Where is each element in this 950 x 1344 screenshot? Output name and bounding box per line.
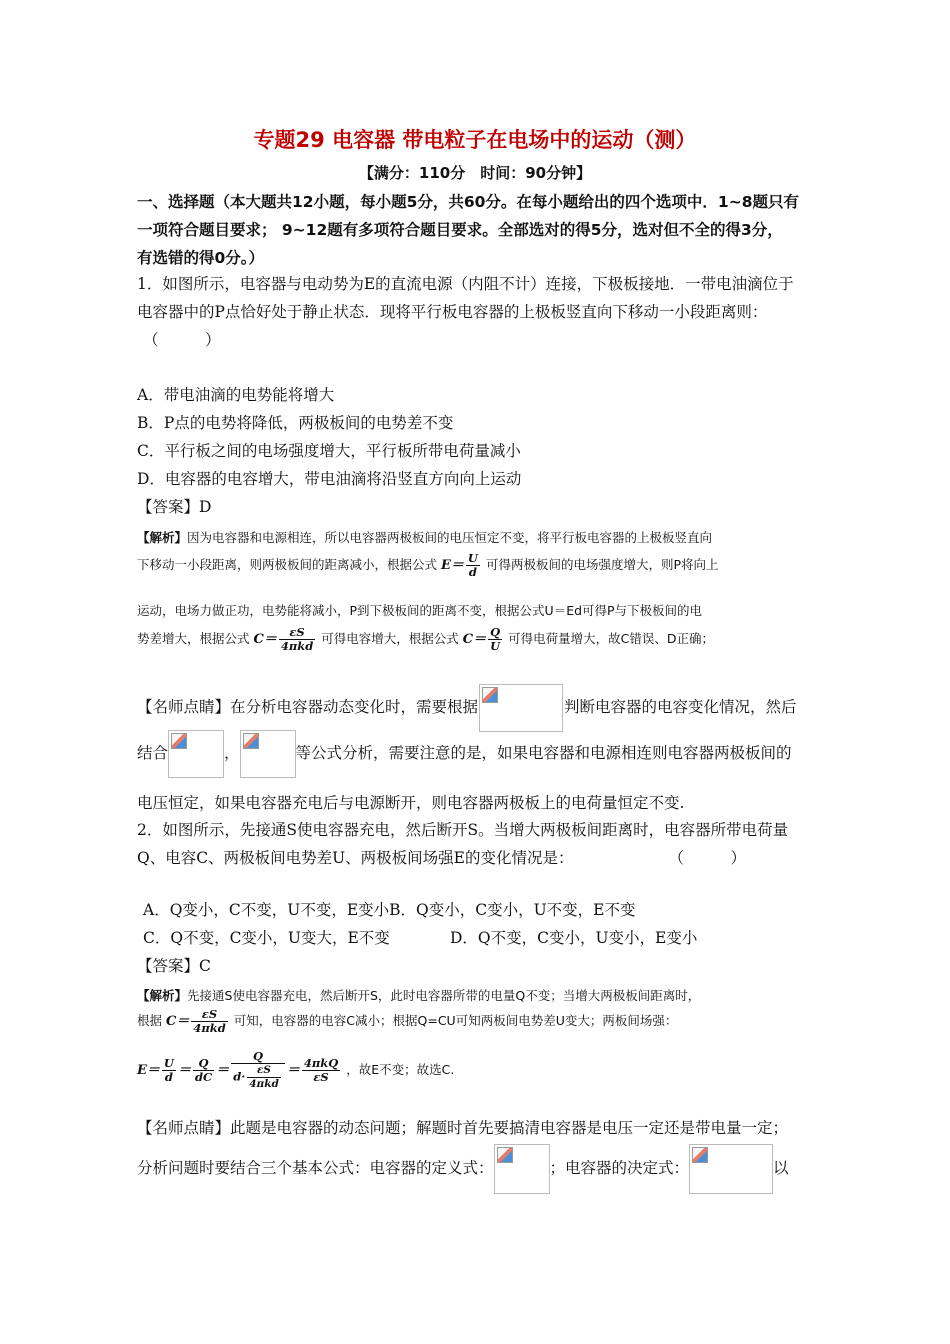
explanation-text: 根据 (137, 1013, 163, 1028)
fraction-denominator: d (164, 1070, 173, 1084)
tip-text: ， (224, 744, 240, 762)
q1-option-d: D．电容器的电容增大，带电油滴将沿竖直方向向上运动 (137, 470, 522, 488)
q1-explanation-line (137, 552, 718, 579)
tip-text: 等公式分析，需要注意的是，如果电容器和电源相连则电容器两极板间的 (295, 744, 792, 762)
tip-text: 判断电容器的电容变化情况，然后 (564, 698, 797, 716)
q1-option-b: B．P点的电势将降低，两极板间的电势差不变 (137, 414, 454, 432)
broken-image-icon (479, 684, 563, 732)
q2-answer: 【答案】C (137, 957, 211, 975)
explanation-text: 势差增大，根据公式 (137, 631, 250, 646)
q1-answer-blank: （ ） (143, 331, 221, 349)
tip-text: 结合 (137, 744, 169, 762)
formula-lhs: E＝ (441, 558, 464, 573)
q1-tip-line: 电压恒定，如果电容器充电后与电源断开，则电容器两极板上的电荷量恒定不变. (137, 794, 685, 812)
fraction-denominator: εS (313, 1070, 329, 1084)
fraction-numerator: εS (279, 626, 315, 640)
fraction-u-over-d (466, 552, 480, 579)
broken-image-icon (689, 1144, 773, 1194)
fraction-4pikq-over-eps-s (302, 1057, 340, 1084)
q1-tip-line (137, 684, 797, 732)
q1-stem-line: 电容器中的P点恰好处于静止状态．现将平行板电容器的上极板竖直向下移动一小段距离则： (137, 303, 768, 321)
q2-stem-line (137, 846, 746, 868)
tip-text: 在分析电容器动态变化时，需要根据 (230, 698, 479, 716)
tip-text: 以 (773, 1159, 789, 1177)
explanation-text: ，故E不变；故选C. (346, 1062, 455, 1077)
q1-explanation-line: 运动，电场力做正功，电势能将减小，P到下极板间的距离不变，根据公式U＝Ed可得P与下极板间的电 (137, 603, 703, 618)
explanation-text: 可知，电容器的电容C减小；根据Q=CU可知两板间电势差U变大；两板间场强： (233, 1013, 678, 1028)
fraction-u-over-d (162, 1057, 176, 1084)
nested-fraction (247, 1064, 281, 1091)
fraction-denominator: 4πkd (193, 1021, 226, 1035)
explanation-label: 【解析】 (137, 988, 188, 1003)
fraction-denominator: d (468, 565, 477, 579)
broken-image-icon (168, 730, 224, 778)
q1-tip-line (137, 730, 792, 778)
section-heading (137, 188, 817, 272)
explanation-label: 【解析】 (137, 530, 188, 545)
fraction-eps-s-over-4pikd (279, 626, 315, 653)
fraction-numerator: U (163, 1056, 174, 1070)
page-title: 专题29 电容器 带电粒子在电场中的运动（测） (253, 128, 697, 152)
stem-text: Q、电容C、两极板间电势差U、两极板间场强E的变化情况是： (137, 849, 574, 867)
tip-text: ；电容器的决定式： (549, 1159, 690, 1177)
fraction-numerator: 4πkQ (303, 1056, 339, 1070)
fraction-q-over-compound (231, 1050, 285, 1091)
fraction-denominator: 4πkd (280, 639, 314, 653)
fraction-numerator: εS (191, 1008, 227, 1022)
denominator-factor: d· (233, 1069, 246, 1084)
section-heading-line: 有选错的得0分。） (137, 249, 265, 267)
q2-option-c: C．Q不变，C变小，U变大，E不变 (143, 929, 390, 947)
q1-explanation-line (137, 626, 714, 653)
q2-options-ab: A．Q变小，C不变，U不变，E变小B．Q变小，C变小，U不变，E不变 (143, 901, 636, 919)
broken-image-icon (240, 730, 296, 778)
q1-option-c: C．平行板之间的电场强度增大，平行板所带电荷量减小 (137, 442, 521, 460)
explanation-text: 可得电荷量增大，故C错误、D正确； (508, 631, 715, 646)
explanation-text: 可得电容增大，根据公式 (321, 631, 459, 646)
fraction-denominator: U (490, 639, 501, 653)
fraction-numerator: εS (247, 1064, 281, 1078)
explanation-text: 可得两极板间的电场强度增大，则P将向上 (485, 557, 719, 572)
explanation-text: 下移动一小段距离，则两极板间的距离减小，根据公式 (137, 557, 438, 572)
section-heading-line: 一、选择题（本大题共12小题，每小题5分，共60分。在每小题给出的四个选项中．1~8题只有 (137, 193, 799, 211)
tip-text: 此题是电容器的动态问题；解题时首先要搞清电容器是电压一定还是带电量一定； (230, 1119, 789, 1137)
fraction-q-over-u (488, 626, 502, 653)
explanation-text: 因为电容器和电源相连，所以电容器两极板间的电压恒定不变，将平行板电容器的上极板竖直向 (187, 530, 713, 545)
formula-lhs: E＝ (137, 1063, 160, 1078)
fraction-numerator: Q (490, 625, 501, 639)
score-time-info: 【满分：110分 时间：90分钟】 (358, 164, 592, 182)
tip-text: 分析问题时要结合三个基本公式：电容器的定义式： (137, 1159, 494, 1177)
tip-label: 【名师点睛】 (137, 698, 231, 716)
q2-tip-line (137, 1144, 789, 1194)
formula-lhs: C＝ (166, 1014, 190, 1029)
fraction-q-over-dc (193, 1057, 214, 1084)
broken-image-icon (494, 1144, 550, 1194)
q2-explanation-formula-line (137, 1050, 454, 1091)
q1-answer: 【答案】D (137, 498, 212, 516)
fraction-numerator: U (467, 551, 478, 565)
q2-explanation-line (137, 1008, 677, 1035)
fraction-denominator: dC (194, 1070, 213, 1084)
q1-explanation-line (137, 528, 712, 546)
q2-stem-line: 2．如图所示，先接通S使电容器充电，然后断开S。当增大两极板间距离时，电容器所带电荷量 (137, 821, 789, 839)
equals-sign: ＝ (177, 1063, 191, 1078)
explanation-text: 先接通S使电容器充电，然后断开S，此时电容器所带的电量Q不变；当增大两极板间距离时， (187, 988, 701, 1003)
formula-lhs: C＝ (253, 632, 277, 647)
equals-sign: ＝ (216, 1063, 230, 1078)
equals-sign: ＝ (286, 1063, 300, 1078)
q2-explanation-line (137, 986, 700, 1004)
section-heading-line: 一项符合题目要求； 9~12题有多项符合题目要求。全部选对的得5分，选对但不全的得3分， (137, 221, 783, 239)
q1-option-a: A．带电油滴的电势能将增大 (137, 386, 335, 404)
fraction-numerator: Q (193, 1057, 214, 1071)
fraction-numerator: Q (231, 1050, 285, 1064)
fraction-eps-s-over-4pikd (191, 1008, 227, 1035)
q1-stem-line: 1．如图所示，电容器与电动势为E的直流电源（内阻不计）连接，下极板接地．一带电油滴位于 (137, 275, 794, 293)
q2-answer-blank: （ ） (668, 849, 746, 867)
formula-lhs: C＝ (462, 632, 487, 647)
q2-option-d: D．Q不变，C变小，U变小，E变小 (450, 929, 698, 947)
fraction-denominator (231, 1064, 285, 1091)
fraction-denominator: 4πkd (249, 1078, 279, 1090)
q2-tip-line (137, 1116, 788, 1138)
tip-label: 【名师点睛】 (137, 1119, 231, 1137)
